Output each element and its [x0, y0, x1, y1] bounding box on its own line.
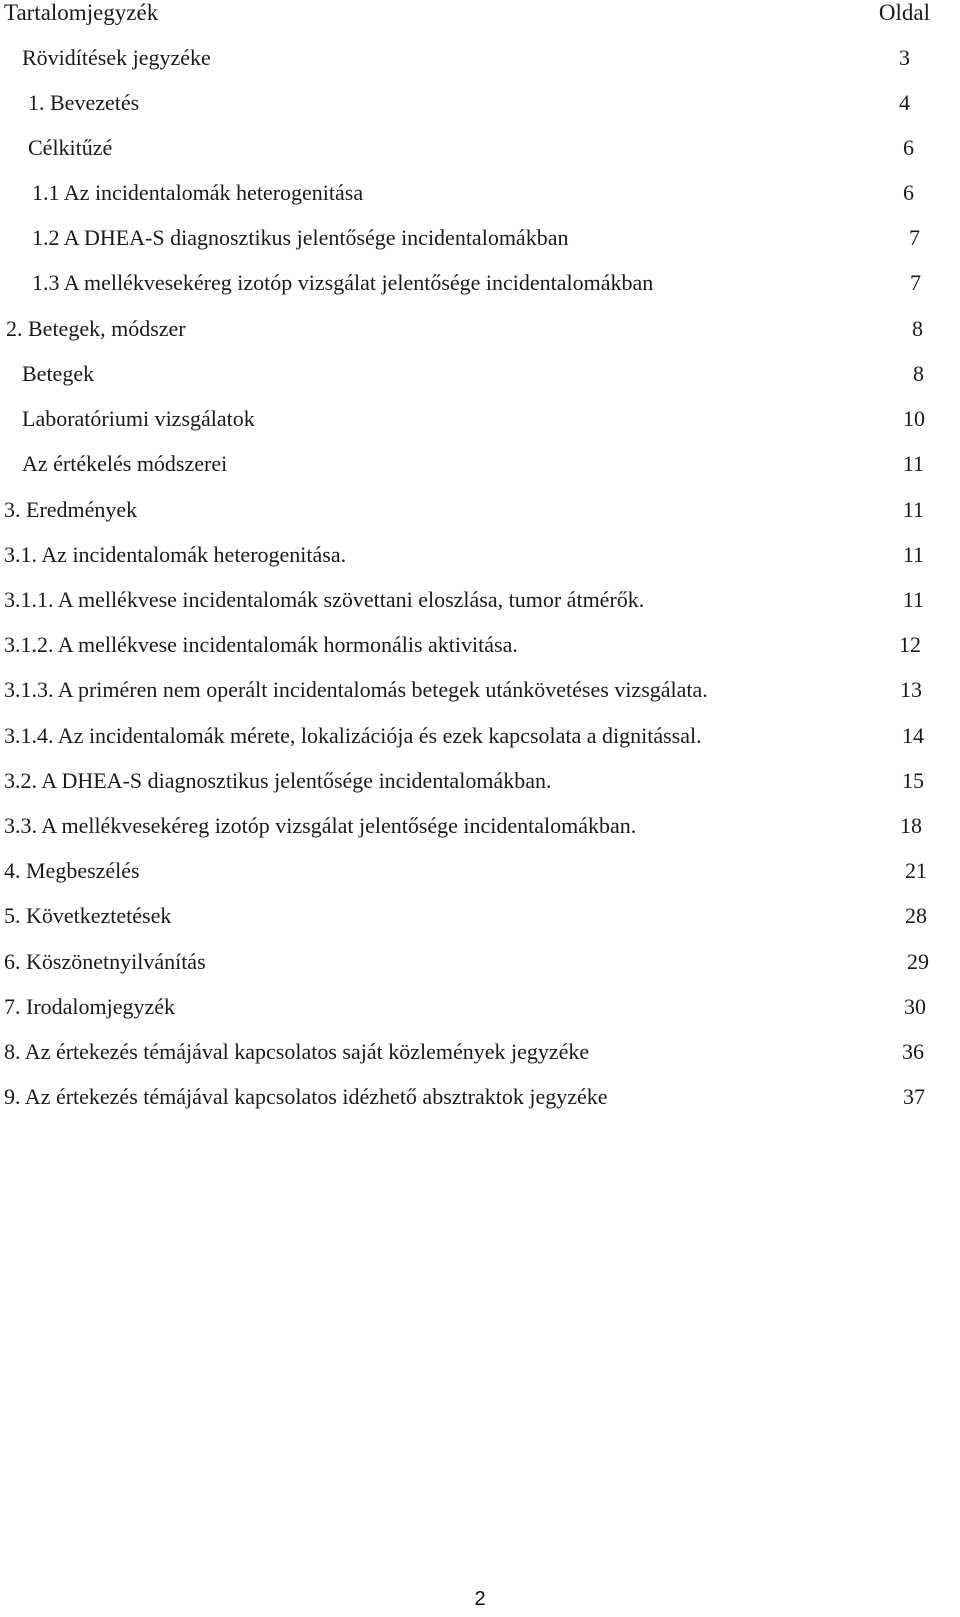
- toc-entry-title: 1.1 Az incidentalomák heterogenitása: [32, 180, 364, 205]
- toc-entry-page: 12: [899, 632, 921, 657]
- toc-entry-page: 29: [907, 949, 929, 974]
- toc-entry-title: Célkitűzé: [28, 135, 113, 160]
- toc-entry[interactable]: [4, 716, 924, 756]
- toc-entry-title: 7. Irodalomjegyzék: [4, 994, 176, 1019]
- toc-entry[interactable]: [22, 444, 924, 484]
- toc-entry-page: 8: [913, 361, 924, 386]
- toc-entry[interactable]: [22, 354, 924, 394]
- toc-entry[interactable]: [28, 83, 910, 123]
- toc-entry-page: 11: [902, 451, 924, 476]
- toc-entry[interactable]: [4, 851, 927, 891]
- toc-entry[interactable]: [32, 263, 921, 303]
- toc-entry-title: 1.2 A DHEA-S diagnosztikus jelentősége incidentalomákban: [32, 225, 569, 250]
- toc-entry-page: 3: [899, 45, 910, 70]
- toc-entry-page: 14: [902, 723, 924, 748]
- toc-entry[interactable]: [6, 309, 923, 349]
- toc-entry-page: 21: [905, 858, 927, 883]
- toc-entry-page: 6: [903, 180, 914, 205]
- toc-entry-title: 3.3. A mellékvesekéreg izotóp vizsgálat jelentősége incidentalomákban.: [4, 813, 637, 838]
- toc-entry-page: 7: [909, 225, 920, 250]
- toc-entry-page: 30: [904, 994, 926, 1019]
- toc-entry-page: 11: [902, 497, 924, 522]
- toc-entry[interactable]: [4, 670, 922, 710]
- toc-title: Tartalomjegyzék: [4, 0, 159, 25]
- toc-entry-page: 11: [902, 587, 924, 612]
- toc-entry-page: 11: [902, 542, 924, 567]
- toc-entry[interactable]: [4, 625, 921, 665]
- toc-entry-page: 6: [903, 135, 914, 160]
- page-column-heading: Oldal: [878, 0, 930, 25]
- toc-entry[interactable]: [4, 580, 924, 620]
- toc-entry-title: 4. Megbeszélés: [4, 858, 140, 883]
- toc-header: [4, 0, 930, 33]
- toc-entry[interactable]: [32, 218, 920, 258]
- toc-entry[interactable]: [28, 128, 914, 168]
- toc-entry-page: 37: [903, 1084, 925, 1109]
- toc-entry[interactable]: [32, 173, 914, 213]
- page-number: 2: [474, 1588, 486, 1610]
- toc-entry[interactable]: [22, 38, 910, 78]
- toc-entry[interactable]: [4, 942, 929, 982]
- toc-entry-title: 2. Betegek, módszer: [6, 316, 186, 341]
- toc-entry-title: 1. Bevezetés: [28, 90, 140, 115]
- toc-entry-title: 9. Az értekezés témájával kapcsolatos idézhető absztraktok jegyzéke: [4, 1084, 608, 1109]
- toc-entry-title: Betegek: [22, 361, 95, 386]
- toc-entry-page: 28: [905, 903, 927, 928]
- toc-entry-page: 4: [899, 90, 910, 115]
- toc-entry[interactable]: [4, 1077, 925, 1117]
- toc-entry-title: 3.1.2. A mellékvese incidentalomák hormonális aktivitása.: [4, 632, 518, 657]
- toc-entry-page: 18: [900, 813, 922, 838]
- toc-entry-page: 36: [902, 1039, 924, 1064]
- toc-entry-title: 6. Köszönetnyilvánítás: [4, 949, 206, 974]
- toc-entry[interactable]: [4, 535, 924, 575]
- toc-entry-page: 7: [910, 270, 921, 295]
- toc-entry[interactable]: [22, 399, 925, 439]
- toc-entry-page: 8: [912, 316, 923, 341]
- toc-entry[interactable]: [4, 761, 924, 801]
- toc-entry-title: 8. Az értekezés témájával kapcsolatos saját közlemények jegyzéke: [4, 1039, 590, 1064]
- toc-entry-title: Rövidítések jegyzéke: [22, 45, 211, 70]
- toc-entry-title: 3. Eredmények: [4, 497, 138, 522]
- toc-entry-title: 3.1.4. Az incidentalomák mérete, lokalizációja és ezek kapcsolata a dignitással.: [4, 723, 702, 748]
- toc-entry-title: Az értékelés módszerei: [22, 451, 228, 476]
- toc-entry[interactable]: [4, 987, 926, 1027]
- toc-entry-page: 15: [902, 768, 924, 793]
- toc-entry-title: 3.1.1. A mellékvese incidentalomák szövettani eloszlása, tumor átmérők.: [4, 587, 645, 612]
- toc-entry-page: 10: [903, 406, 925, 431]
- toc-entry-title: 3.2. A DHEA-S diagnosztikus jelentősége incidentalomákban.: [4, 768, 552, 793]
- toc-entry-title: 5. Következtetések: [4, 903, 172, 928]
- toc-entry-page: 13: [900, 677, 922, 702]
- toc-entry-title: Laboratóriumi vizsgálatok: [22, 406, 255, 431]
- toc-entry-title: 3.1. Az incidentalomák heterogenitása.: [4, 542, 347, 567]
- toc-entry[interactable]: [4, 490, 924, 530]
- toc-entry[interactable]: [4, 1032, 924, 1072]
- toc-entry-title: 3.1.3. A priméren nem operált incidentalomás betegek utánkövetéses vizsgálata.: [4, 677, 708, 702]
- toc-entry-title: 1.3 A mellékvesekéreg izotóp vizsgálat jelentősége incidentalomákban: [32, 270, 654, 295]
- toc-entry[interactable]: [4, 896, 927, 936]
- toc-entry[interactable]: [4, 806, 922, 846]
